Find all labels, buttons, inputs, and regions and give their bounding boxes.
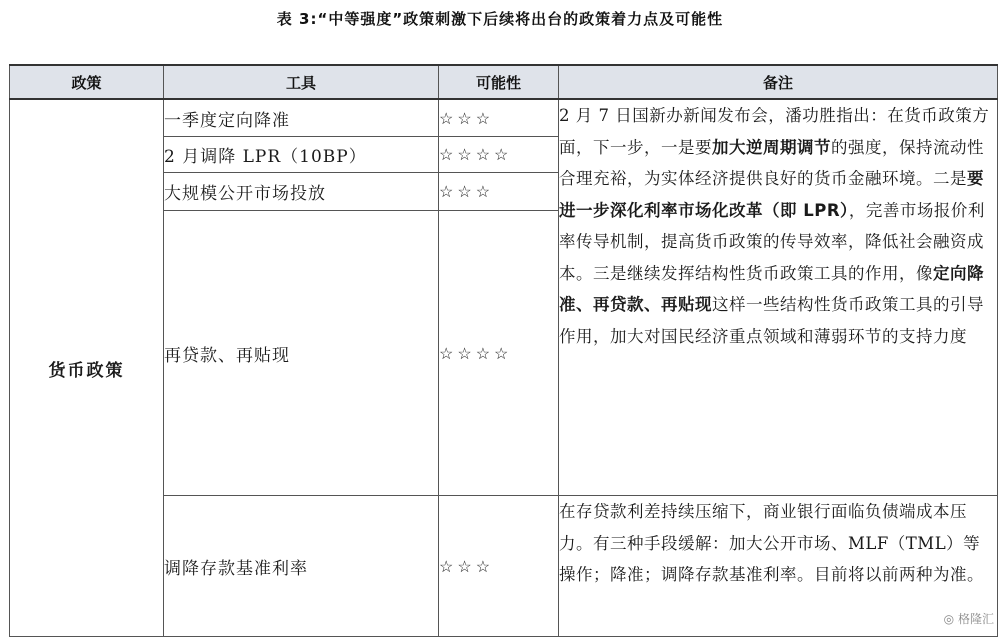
note-text: 2 月 7 日国新办新闻发布会，潘功胜指出：在货币政策方面，下一步，一是要 <box>559 106 990 157</box>
note-cell <box>559 99 998 496</box>
note-emphasis: 要进一步深化利率市场化改革（即 LPR） <box>559 169 984 220</box>
header-likelihood: 可能性 <box>439 65 559 99</box>
watermark <box>944 610 994 627</box>
tool-cell: 一季度定向降准 <box>164 99 439 137</box>
category-cell: 货币政策 <box>10 99 164 637</box>
header-policy: 政策 <box>10 65 164 99</box>
note-text: 这样一些结构性货币政策工具的引导作用，加大对国民经济重点领域和薄弱环节的支持力度 <box>559 295 984 346</box>
watermark-text: 格隆汇 <box>957 612 994 626</box>
tool-cell: 调降存款基准利率 <box>164 496 439 637</box>
note-emphasis: 加大逆周期调节 <box>712 137 831 157</box>
table-title: 表 3:“中等强度”政策刺激下后续将出台的政策着力点及可能性 <box>276 10 724 28</box>
star-rating: ☆☆☆ <box>439 496 559 637</box>
star-rating: ☆☆☆☆ <box>439 211 559 496</box>
tool-cell: 2 月调降 LPR（10BP） <box>164 137 439 173</box>
table-row <box>10 99 998 137</box>
star-rating: ☆☆☆ <box>439 99 559 137</box>
header-tool: 工具 <box>164 65 439 99</box>
tool-cell: 大规模公开市场投放 <box>164 173 439 211</box>
watermark-logo-icon: ◎ <box>943 612 955 626</box>
note-cell: 在存贷款利差持续压缩下，商业银行面临负债端成本压力。有三种手段缓解：加大公开市场、MLF（TML）等操作；降准；调降存款基准利率。目前将以前两种为准。 <box>559 496 998 637</box>
header-row <box>10 65 998 99</box>
note-text: ，完善市场报价利率传导机制，提高货币政策的传导效率，降低社会融资成本。三是继续发挥结构性货币政策工具的作用，像 <box>559 200 985 283</box>
note-emphasis: 定向降准、再贷款、再贴现 <box>559 263 984 314</box>
star-rating: ☆☆☆ <box>439 173 559 211</box>
header-notes: 备注 <box>559 65 998 99</box>
tool-cell: 再贷款、再贴现 <box>164 211 439 496</box>
policy-table <box>9 64 998 637</box>
note-text: 的强度，保持流动性合理充裕，为实体经济提供良好的货币金融环境。二是 <box>559 137 984 188</box>
star-rating: ☆☆☆☆ <box>439 137 559 173</box>
